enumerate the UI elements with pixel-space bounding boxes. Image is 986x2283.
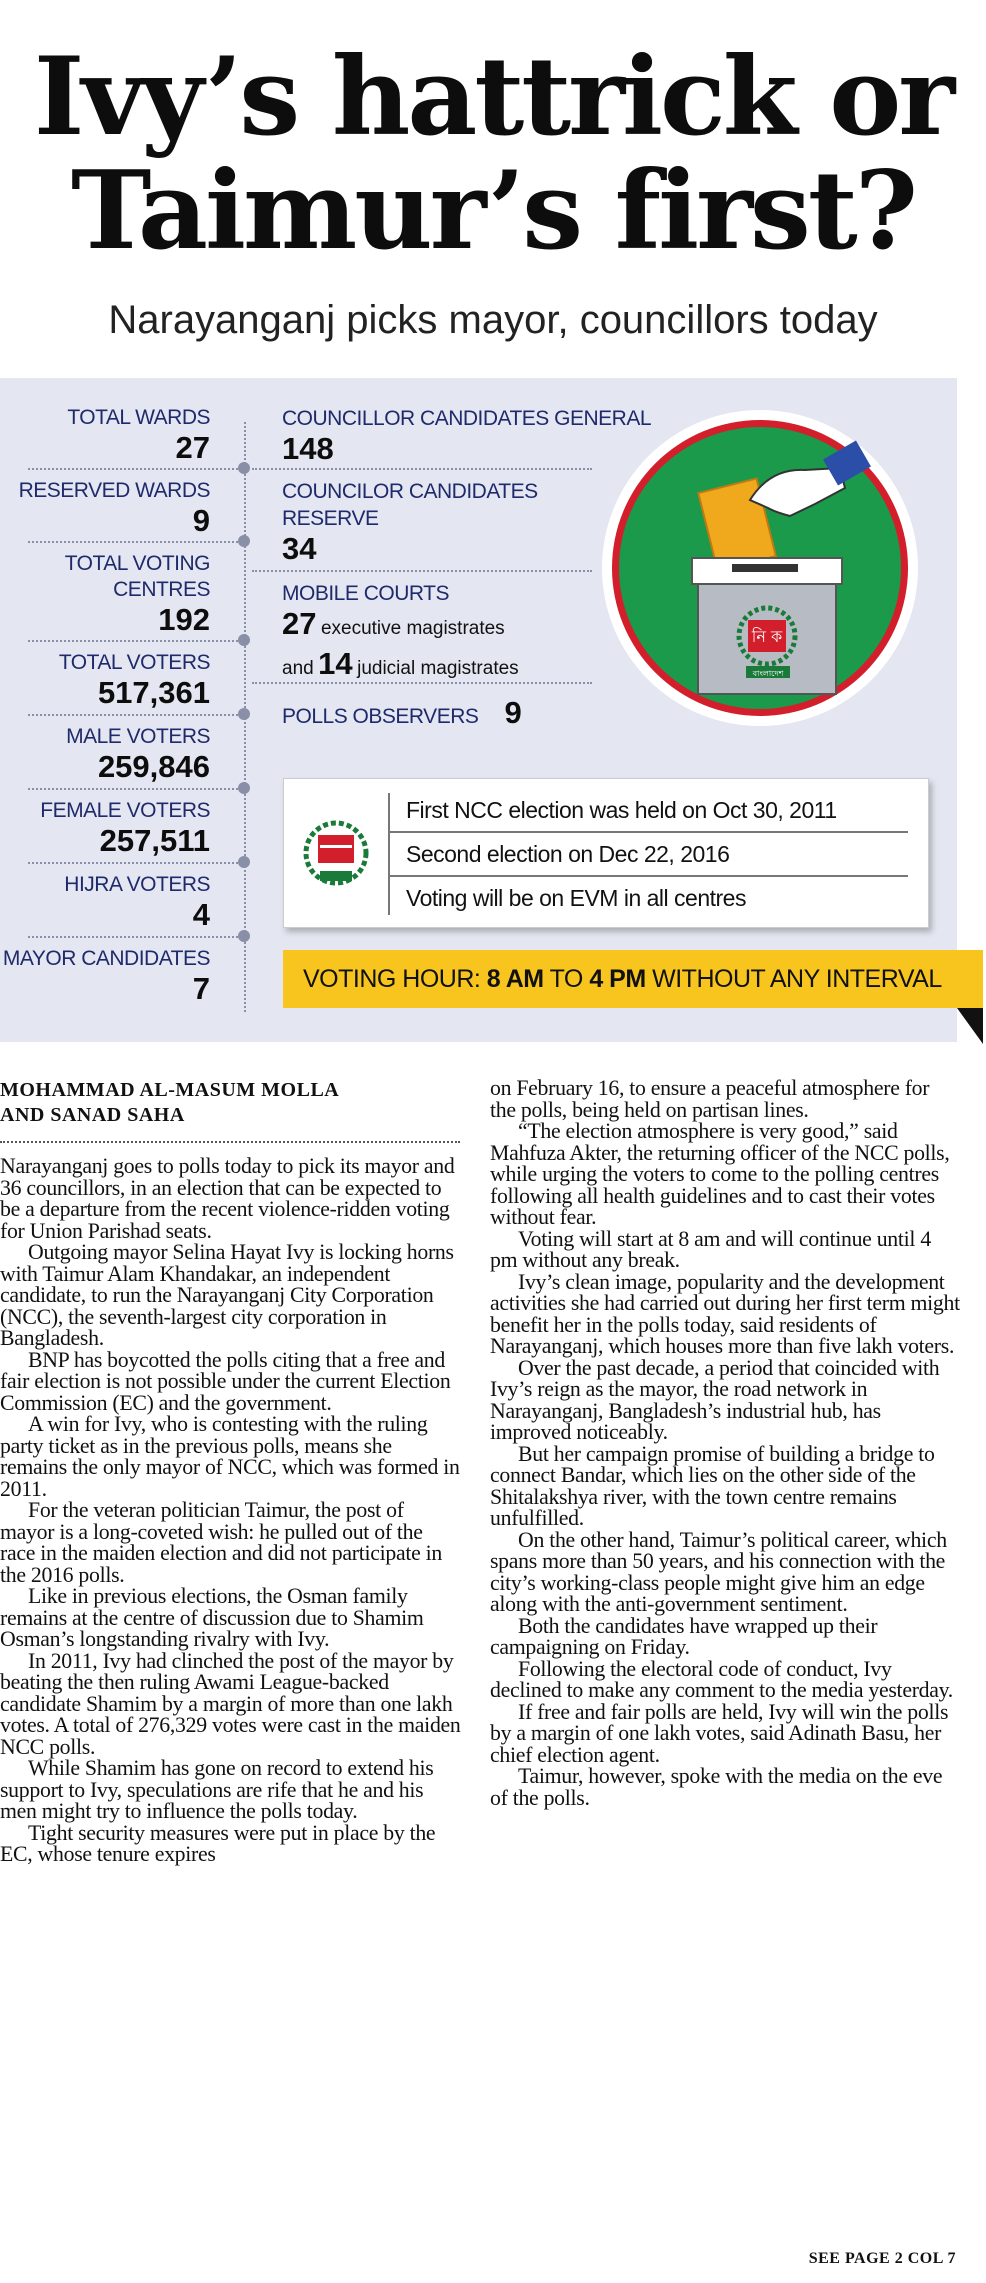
- stat-value: 259,846: [97, 749, 210, 784]
- paragraph: A win for Ivy, who is contesting with the ruling party ticket as in the previous polls, means she remains the only mayor of NCC, which was formed in 2011.: [0, 1412, 460, 1501]
- divider: [28, 541, 238, 543]
- article-column-2: [490, 1078, 960, 1809]
- paragraph: Tight security measures were put in place by the EC, whose tenure expires: [0, 1820, 436, 1866]
- divider: [28, 936, 238, 938]
- bullet-dot: [238, 708, 250, 720]
- exec-magistrates-count: 27: [282, 606, 317, 641]
- paragraph: For the veteran politician Taimur, the post of mayor is a long-coveted wish: he pulled out of the race in the maiden election and did not participate in the 2016 polls.: [0, 1498, 442, 1587]
- paragraph: Both the candidates have wrapped up their campaigning on Friday.: [490, 1613, 878, 1659]
- paragraph: Over the past decade, a period that coincided with Ivy’s reign as the mayor, the road network in Narayanganj, Bangladesh’s industrial hub, has improved noticeably.: [490, 1355, 940, 1444]
- stat-mayor-candidates: [0, 946, 210, 1006]
- paragraph: Outgoing mayor Selina Hayat Ivy is locking horns with Taimur Alam Khandakar, an independent candidate, to run the Narayanganj City Corporation (NCC), the seventh-largest city corporation in Bangladesh.: [0, 1240, 454, 1350]
- paragraph: In 2011, Ivy had clinched the post of the mayor by beating the then ruling Awami League-backed candidate Shamim by a margin of more than one lakh votes. A total of 276,329 votes were cast in the maiden NCC polls.: [0, 1648, 461, 1759]
- headline-line-1: Ivy’s hattrick or: [33, 34, 953, 160]
- paragraph: While Shamim has gone on record to extend his support to Ivy, speculations are rife that he and his men might try to influence the polls today.: [0, 1756, 434, 1823]
- stat-label: FEMALE VOTERS: [40, 799, 210, 822]
- paragraph: on February 16, to ensure a peaceful atmosphere for the polls, being held on partisan lines.: [490, 1076, 930, 1122]
- paragraph: Narayanganj goes to polls today to pick its mayor and 36 councillors, in an election that can be expected to be a departure from the recent violence-ridden voting for Union Parishad seats.: [0, 1154, 455, 1243]
- stat-label: POLLS OBSERVERS: [282, 705, 479, 728]
- stat-label: MAYOR CANDIDATES: [2, 947, 210, 970]
- stat-label: COUNCILLOR CANDIDATES GENERAL: [282, 407, 652, 430]
- stat-hijra-voters: [0, 872, 210, 932]
- paragraph: “The election atmosphere is very good,” said Mahfuza Akter, the returning officer of the NCC polls, while urging the voters to come to the polling centres following all health guidelines and to cast their votes without fear.: [490, 1119, 950, 1229]
- stat-label-1: COUNCILOR CANDIDATES: [282, 480, 538, 503]
- info-evm: Voting will be on EVM in all centres: [406, 885, 746, 911]
- stat-polls-observers: [282, 696, 532, 730]
- stat-value: 192: [158, 602, 210, 637]
- bullet-dot: [238, 782, 250, 794]
- headline-line-2: Taimur’s first?: [70, 148, 916, 274]
- headline: [0, 34, 986, 274]
- paragraph: On the other hand, Taimur’s political career, which spans more than 50 years, and his connection with the city’s working-class people might give him an edge along with the anti-government sentiment.: [490, 1527, 947, 1616]
- stat-label: RESERVED WARDS: [18, 479, 210, 502]
- byline-line-2: AND SANAD SAHA: [0, 1104, 185, 1126]
- election-info-box: [283, 778, 929, 928]
- stat-value: 9: [192, 503, 210, 538]
- stat-label: TOTAL VOTING CENTRES: [64, 552, 210, 601]
- stat-label-2: RESERVE: [282, 507, 379, 530]
- stat-total-voting-centres: [0, 551, 210, 637]
- stat-male-voters: [0, 724, 210, 784]
- stat-mobile-courts: [282, 580, 519, 687]
- paragraph: If free and fair polls are held, Ivy will win the polls by a margin of one lakh votes, said Adinath Basu, her chief election agent.: [490, 1699, 949, 1767]
- bullet-dot: [238, 856, 250, 868]
- article-column-1: [0, 1156, 462, 1866]
- stat-label: MOBILE COURTS: [282, 582, 449, 605]
- paragraph: Voting will start at 8 am and will continue until 4 pm without any break.: [490, 1226, 931, 1272]
- voting-hour-banner: [283, 950, 983, 1008]
- divider: [28, 788, 238, 790]
- byline: [0, 1078, 460, 1128]
- divider: [252, 468, 592, 470]
- divider: [28, 862, 238, 864]
- election-commission-icon: [300, 819, 372, 891]
- paragraph: But her campaign promise of building a bridge to connect Bandar, which lies on the other side of the Shitalakshya river, with the town centre remains unfulfilled.: [490, 1441, 935, 1530]
- ballot-text: নি ক: [751, 627, 783, 646]
- stat-value: 34: [282, 531, 317, 566]
- divider: [28, 714, 238, 716]
- stat-value: 7: [192, 971, 210, 1006]
- stat-reserved-wards: [0, 478, 210, 538]
- paragraph: Ivy’s clean image, popularity and the development activities she had carried out during her first term might benefit her in the polls today, said residents of Narayanganj, which houses more than five lakh voters.: [490, 1269, 960, 1358]
- paragraph: Taimur, however, spoke with the media on the eve of the polls.: [490, 1764, 943, 1810]
- ballot-box-icon: [600, 408, 920, 728]
- byline-line-1: MOHAMMAD AL-MASUM MOLLA: [0, 1079, 340, 1101]
- voting-hour-prefix: VOTING HOUR:: [303, 965, 487, 993]
- divider: [28, 640, 238, 642]
- stat-value: 517,361: [97, 675, 210, 710]
- info-divider: [388, 875, 908, 877]
- stat-label: MALE VOTERS: [66, 725, 210, 748]
- stat-councillor-reserve: [282, 478, 538, 566]
- stat-value: 257,511: [99, 823, 210, 858]
- bullet-dot: [238, 930, 250, 942]
- voting-hour-suffix: WITHOUT ANY INTERVAL: [645, 965, 942, 993]
- bullet-dot: [238, 462, 250, 474]
- bullet-dot: [238, 634, 250, 646]
- paragraph: BNP has boycotted the polls citing that a free and fair election is not possible under the current Election Commission (EC) and the government.: [0, 1347, 451, 1415]
- banner-corner: [957, 1008, 983, 1044]
- stat-value: 27: [175, 430, 210, 465]
- stat-label: TOTAL VOTERS: [58, 651, 210, 674]
- divider: [28, 468, 238, 470]
- stat-value: 148: [282, 431, 334, 466]
- subheadline: Narayanganj picks mayor, councillors today: [108, 298, 878, 342]
- voting-end: 4 PM: [589, 965, 646, 993]
- stat-label: TOTAL WARDS: [67, 406, 210, 429]
- info-divider: [388, 831, 908, 833]
- and-text: and: [282, 658, 314, 679]
- paragraph: Like in previous elections, the Osman family remains at the centre of discussion due to Shamim Osman’s longstanding rivalry with Ivy.: [0, 1584, 424, 1651]
- country-text: বাংলাদেশ: [752, 669, 784, 678]
- stat-total-voters: [0, 650, 210, 710]
- voting-start: 8 AM: [486, 965, 544, 993]
- bullet-dot: [238, 535, 250, 547]
- exec-magistrates-text: executive magistrates: [320, 618, 505, 639]
- info-vertical-divider: [388, 793, 390, 915]
- stat-label: HIJRA VOTERS: [64, 873, 210, 896]
- byline-rule: [0, 1141, 460, 1143]
- stat-value: 9: [504, 695, 522, 730]
- judicial-magistrates-count: 14: [318, 646, 353, 681]
- stat-councillor-general: [282, 405, 651, 466]
- see-page-reference[interactable]: SEE PAGE 2 COL 7: [808, 2250, 956, 2267]
- divider: [252, 570, 592, 572]
- judicial-magistrates-text: judicial magistrates: [357, 658, 519, 679]
- info-first-election: First NCC election was held on Oct 30, 2011: [406, 797, 837, 823]
- info-second-election: Second election on Dec 22, 2016: [406, 841, 730, 867]
- voting-to: TO: [543, 965, 590, 993]
- paragraph: Following the electoral code of conduct, Ivy declined to make any comment to the media yesterday.: [490, 1656, 953, 1702]
- stat-total-wards: [0, 405, 210, 465]
- stat-female-voters: [0, 798, 210, 858]
- divider: [252, 682, 592, 684]
- stat-value: 4: [192, 897, 210, 932]
